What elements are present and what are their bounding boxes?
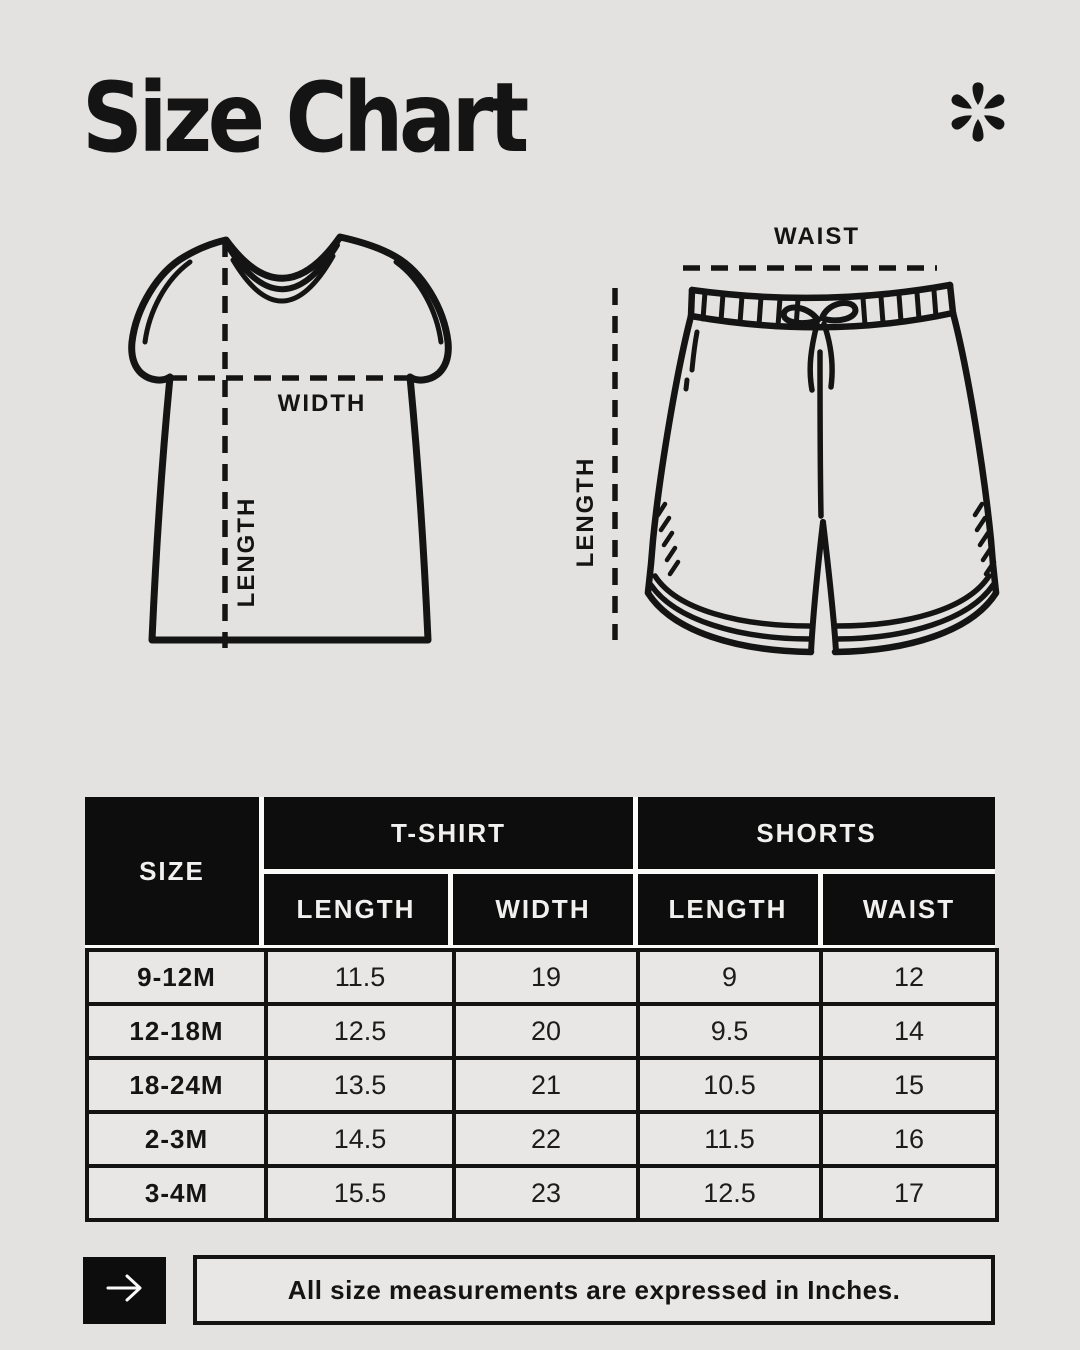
value-cell: 11.5	[638, 1112, 821, 1166]
shorts-illustration	[565, 220, 1015, 666]
table-row	[87, 1004, 997, 1058]
size-cell: 12-18M	[87, 1004, 266, 1058]
size-cell: 3-4M	[87, 1166, 266, 1220]
value-cell: 12	[821, 950, 997, 1004]
tshirt-width-label: WIDTH	[277, 390, 367, 417]
header-group-tshirt: T-SHIRT	[264, 797, 633, 869]
shorts-length-label: LENGTH	[572, 456, 599, 568]
size-table-header	[85, 797, 995, 948]
size-table-body	[85, 948, 999, 1222]
value-cell: 13.5	[266, 1058, 454, 1112]
header-tshirt-length: LENGTH	[264, 874, 448, 945]
header-size: SIZE	[85, 797, 259, 945]
header-shorts-waist: WAIST	[823, 874, 995, 945]
header-group-shorts: SHORTS	[638, 797, 995, 869]
table-row	[87, 1112, 997, 1166]
size-cell: 18-24M	[87, 1058, 266, 1112]
value-cell: 9.5	[638, 1004, 821, 1058]
arrow-right-icon	[102, 1268, 148, 1313]
page-title: Size Chart	[82, 62, 525, 174]
value-cell: 10.5	[638, 1058, 821, 1112]
shorts-waist-label: WAIST	[774, 223, 860, 250]
asterisk-icon	[942, 76, 1014, 148]
value-cell: 14	[821, 1004, 997, 1058]
table-row	[87, 1058, 997, 1112]
value-cell: 16	[821, 1112, 997, 1166]
value-cell: 20	[454, 1004, 638, 1058]
value-cell: 15.5	[266, 1166, 454, 1220]
value-cell: 14.5	[266, 1112, 454, 1166]
value-cell: 12.5	[638, 1166, 821, 1220]
measurement-note: All size measurements are expressed in Inches.	[193, 1255, 995, 1325]
table-row	[87, 950, 997, 1004]
tshirt-illustration	[118, 220, 470, 670]
value-cell: 15	[821, 1058, 997, 1112]
value-cell: 19	[454, 950, 638, 1004]
value-cell: 21	[454, 1058, 638, 1112]
value-cell: 11.5	[266, 950, 454, 1004]
size-cell: 9-12M	[87, 950, 266, 1004]
value-cell: 9	[638, 950, 821, 1004]
header-tshirt-width: WIDTH	[453, 874, 633, 945]
size-cell: 2-3M	[87, 1112, 266, 1166]
value-cell: 23	[454, 1166, 638, 1220]
value-cell: 22	[454, 1112, 638, 1166]
table-row	[87, 1166, 997, 1220]
header-shorts-length: LENGTH	[638, 874, 818, 945]
next-arrow-box	[83, 1257, 166, 1324]
value-cell: 12.5	[266, 1004, 454, 1058]
tshirt-length-label: LENGTH	[233, 496, 260, 608]
value-cell: 17	[821, 1166, 997, 1220]
